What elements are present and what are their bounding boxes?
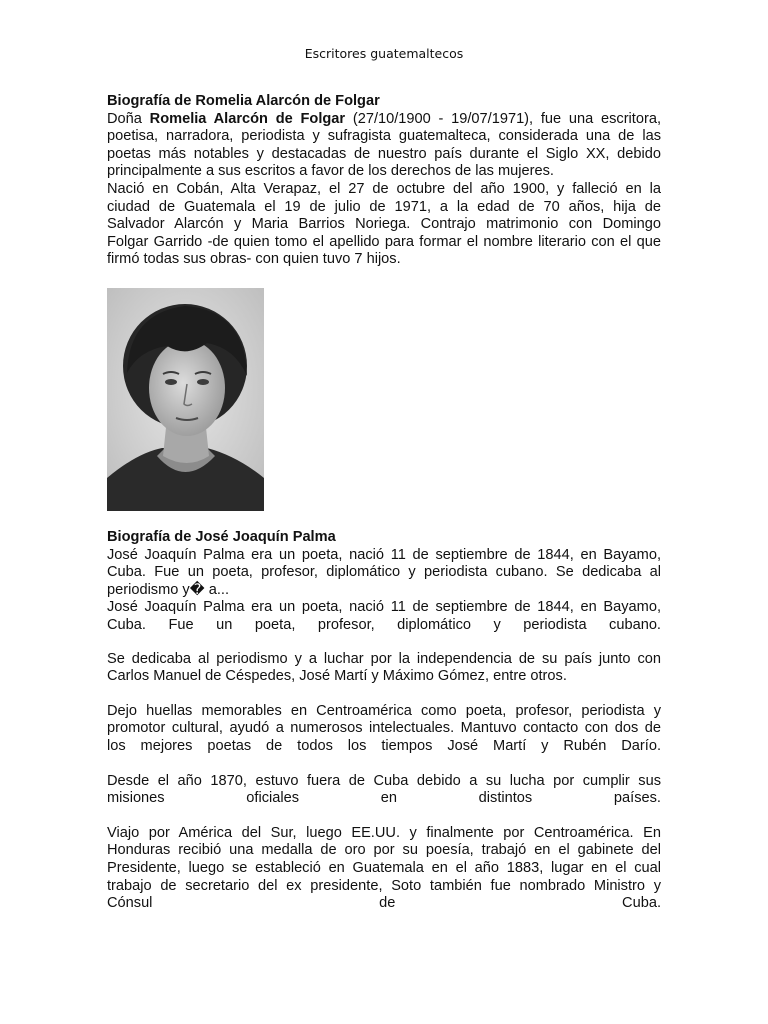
bio-palma-p5-line5: Cónsul de Cuba. (107, 895, 661, 912)
bio-palma-summary-line1: José Joaquín Palma era un poeta, nació 11 de septiembre de 1844, en Bayamo, (107, 546, 661, 563)
bio-palma-summary-line3: periodismo y� a... (107, 581, 230, 598)
document-header: Escritores guatemaltecos (304, 46, 464, 61)
bio-palma-section (107, 529, 661, 913)
bio-palma-p4-line1: Desde el año 1870, estuvo fuera de Cuba debido a su lucha por cumplir sus (107, 772, 661, 789)
bio-romelia-p1-line3: poetas más notables y destacadas de nuestro país durante el Siglo XX, debido (107, 145, 661, 162)
bio-romelia-p2-line4: Folgar Garrido -de quien tomo el apellido para formar el nombre literario con el que (107, 233, 661, 250)
bio-palma-p4-line2: misiones oficiales en distintos países. (107, 790, 661, 807)
bio-romelia-name: Romelia Alarcón de Folgar (149, 110, 346, 127)
bio-palma-p3-line3: los mejores poetas de todos los tiempos José Martí y Rubén Darío. (107, 737, 661, 754)
bio-romelia-p1-line2: poetisa, narradora, periodista y sufragista guatemalteca, considerada una de las (107, 128, 661, 145)
bio-romelia-p1-line4: principalmente a sus escritos a favor de los derechos de las mujeres. (107, 163, 554, 180)
bio-romelia-heading: Biografía de Romelia Alarcón de Folgar (107, 93, 380, 109)
romelia-portrait-photo (107, 288, 264, 511)
bio-palma-p5-line1: Viajo por América del Sur, luego EE.UU. y finalmente por Centroamérica. En (107, 824, 661, 841)
bio-palma-summary-line2: Cuba. Fue un poeta, profesor, diplomático y periodista cubano. Se dedicaba al (107, 564, 661, 581)
bio-palma-p3-line1: Dejo huellas memorables en Centroamérica como poeta, profesor, periodista y (107, 702, 661, 719)
bio-palma-p5-line2: Honduras recibió una medalla de oro por su poesía, trabajó en el gabinete del (107, 842, 661, 859)
bio-romelia-p2-line2: ciudad de Guatemala el 19 de julio de 1971, a la edad de 70 años, hija de (107, 198, 661, 215)
bio-romelia-dates: (27/10/1900 - 19/07/1971), fue una escritora, (352, 110, 662, 127)
bio-palma-p5-line3: Presidente, luego se estableció en Guatemala en el año 1883, lugar en el cual (107, 859, 661, 876)
bio-romelia-intro: Doña (107, 110, 142, 127)
bio-palma-p5-line4: trabajo de secretario del ex presidente, Soto también fue nombrado Ministro y (107, 877, 661, 894)
bio-palma-p3-line2: promotor cultural, ayudó a numerosos intelectuales. Mantuvo contacto con dos de (107, 720, 661, 737)
bio-palma-heading: Biografía de José Joaquín Palma (107, 529, 336, 545)
bio-romelia-section (107, 93, 661, 269)
bio-palma-p2-line1: Se dedicaba al periodismo y a luchar por la independencia de su país junto con (107, 650, 661, 667)
bio-romelia-p2-line1: Nació en Cobán, Alta Verapaz, el 27 de octubre del año 1900, y falleció en la (107, 180, 661, 197)
bio-palma-p1-line1: José Joaquín Palma era un poeta, nació 11 de septiembre de 1844, en Bayamo, (107, 599, 661, 616)
bio-romelia-p2-line5: firmó todas sus obras- con quien tuvo 7 hijos. (107, 251, 401, 268)
bio-romelia-p1-line1 (107, 111, 661, 129)
bio-romelia-p2-line3: Salvador Alarcón y Maria Barrios Noriega. Contrajo matrimonio con Domingo (107, 216, 661, 233)
bio-palma-p2-line2: Carlos Manuel de Céspedes, José Martí y Máximo Gómez, entre otros. (107, 668, 567, 685)
bio-palma-p1-line2: Cuba. Fue un poeta, profesor, diplomático y periodista cubano. (107, 616, 661, 633)
